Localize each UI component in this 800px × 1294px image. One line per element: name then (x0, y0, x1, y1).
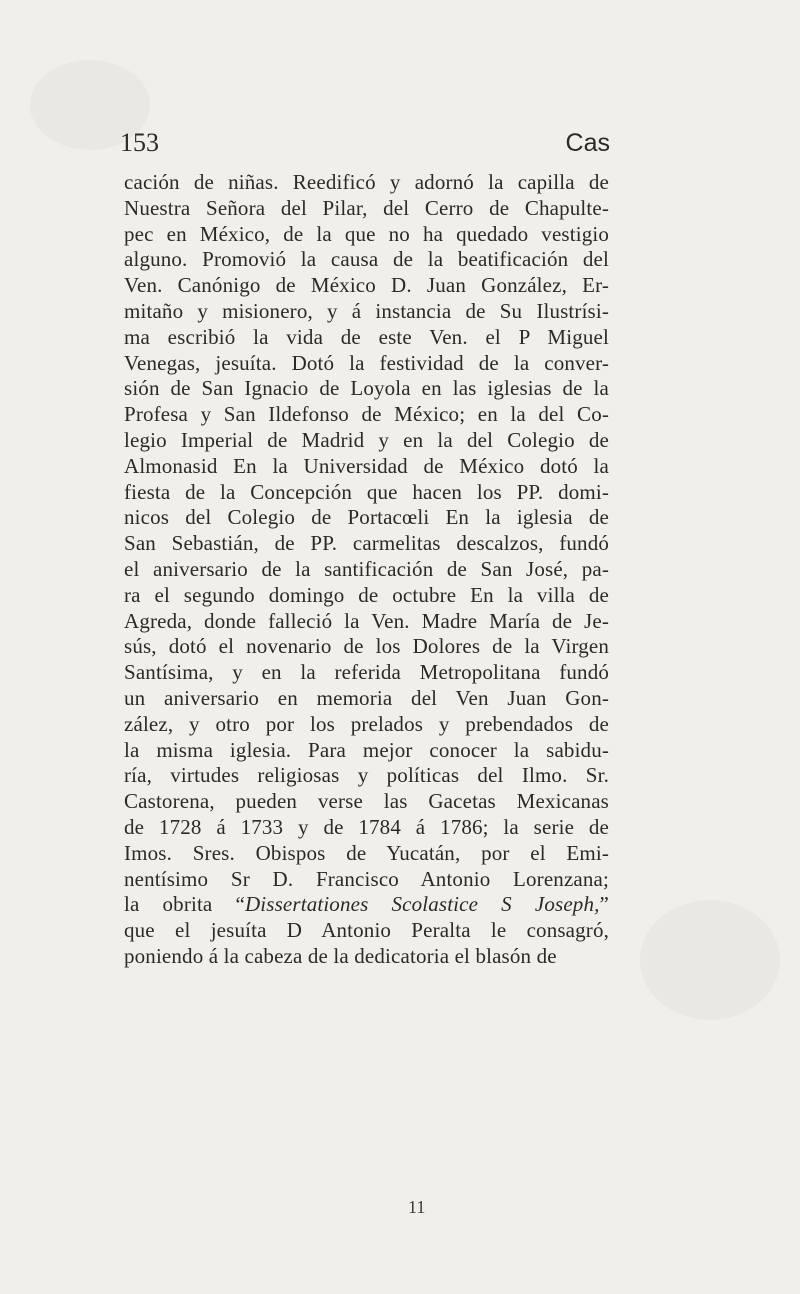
text-line: Santísima, y en la referida Metropolitana fundó (124, 660, 609, 685)
text-line: nicos del Colegio de Portacœli En la iglesia de (124, 505, 609, 530)
text-line: Imos. Sres. Obispos de Yucatán, por el Emi- (124, 840, 609, 865)
text-line: poniendo á la cabeza de la dedicatoria el blasón de (124, 943, 557, 968)
signature-mark: 11 (408, 1197, 426, 1217)
text-line: alguno. Promovió la causa de la beatificación del (124, 247, 609, 272)
text-line: Venegas, jesuíta. Dotó la festividad de la conver- (124, 350, 609, 375)
text-line: ra el segundo domingo de octubre En la villa de (124, 582, 609, 607)
text-line: de 1728 á 1733 y de 1784 á 1786; la serie de (124, 814, 609, 839)
page-header (120, 128, 610, 158)
open-quote: “ (235, 892, 245, 917)
obrita-prefix: la obrita (124, 892, 236, 917)
text-line: Nuestra Señora del Pilar, del Cerro de Chapulte- (124, 195, 609, 220)
text-line: cación de niñas. Reedificó y adornó la capilla de (124, 170, 609, 194)
paper-stain (640, 900, 780, 1020)
text-line: un aniversario en memoria del Ven Juan Gon- (124, 685, 609, 710)
text-line: ría, virtudes religiosas y políticas del Ilmo. Sr. (124, 763, 609, 788)
body-text (124, 170, 609, 970)
text-line: Agreda, donde falleció la Ven. Madre María de Je- (124, 608, 609, 633)
text-line: nentísimo Sr D. Francisco Antonio Lorenzana; (124, 866, 609, 891)
text-line: Ven. Canónigo de México D. Juan González, Er- (124, 273, 609, 298)
text-line: Profesa y San Ildefonso de México; en la del Co- (124, 402, 609, 427)
close-quote: ” (599, 892, 609, 917)
text-line: legio Imperial de Madrid y en la del Colegio de (124, 427, 609, 452)
text-line: mitaño y misionero, y á instancia de Su Ilustrísi- (124, 298, 609, 323)
text-line: la misma iglesia. Para mejor conocer la sabidu- (124, 737, 609, 762)
text-line: Castorena, pueden verse las Gacetas Mexicanas (124, 789, 609, 814)
text-line: pec en México, de la que no ha quedado vestigio (124, 221, 609, 246)
text-line: San Sebastián, de PP. carmelitas descalzos, fundó (124, 531, 609, 556)
italic-title: Dissertationes Scolastice S Joseph, (244, 892, 600, 917)
text-line: que el jesuíta D Antonio Peralta le consagró, (124, 918, 609, 943)
text-line: fiesta de la Concepción que hacen los PP. domi- (124, 479, 609, 504)
text-line: sión de San Ignacio de Loyola en las iglesias de la (124, 376, 609, 401)
text-line: zález, y otro por los prelados y prebendados de (124, 711, 609, 736)
text-line: ma escribió la vida de este Ven. el P Miguel (124, 324, 609, 349)
text-line-obrita (124, 892, 609, 918)
running-head: Cas (565, 129, 610, 157)
text-line: sús, dotó el novenario de los Dolores de la Virgen (124, 634, 609, 659)
text-line: el aniversario de la santificación de San José, pa- (124, 556, 609, 581)
page-number: 153 (120, 128, 159, 157)
text-line: Almonasid En la Universidad de México dotó la (124, 453, 609, 478)
